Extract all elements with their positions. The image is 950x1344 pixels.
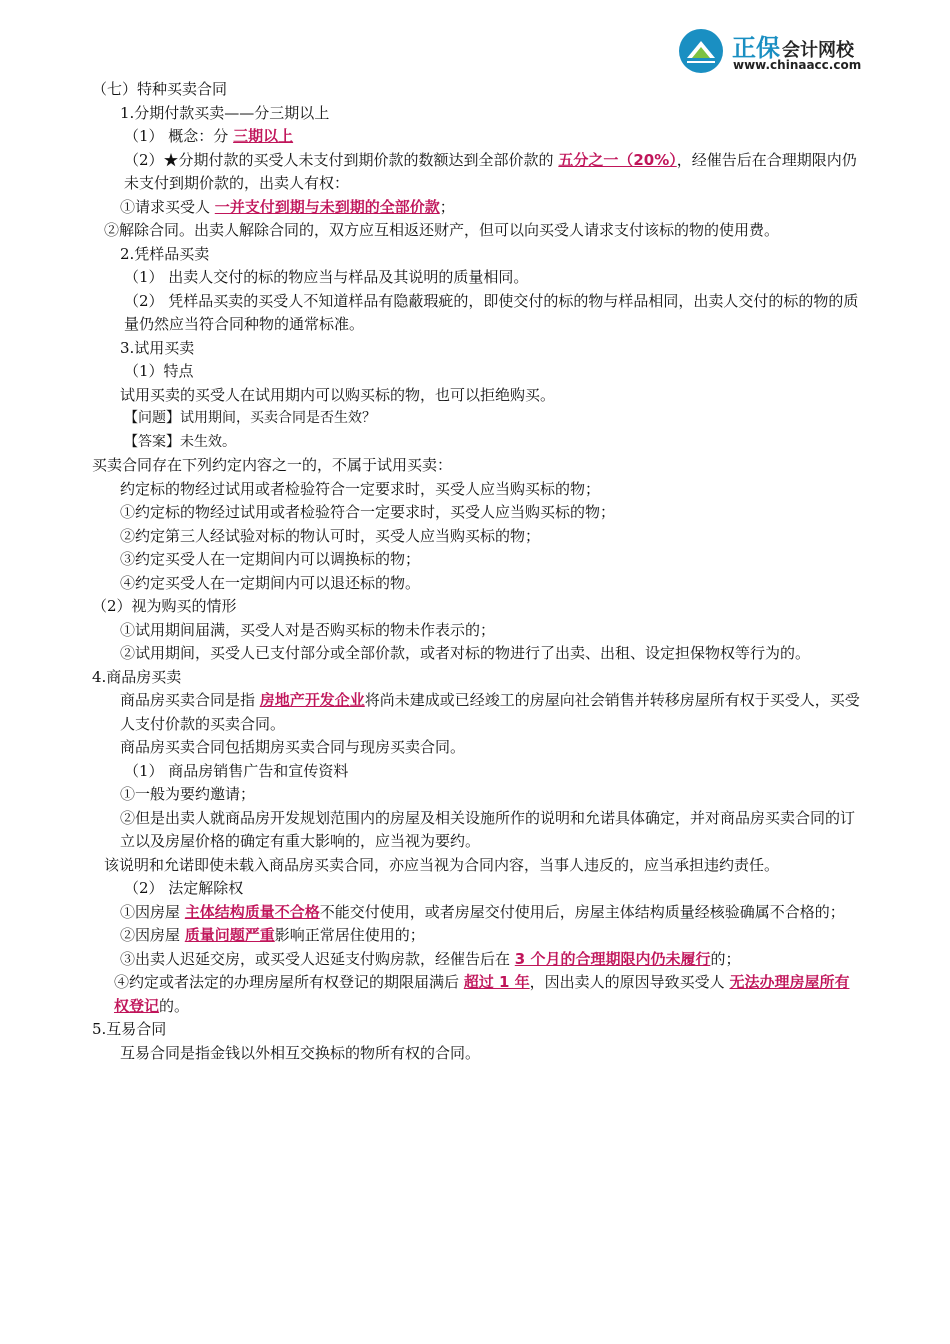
text: （1） 概念：分 [124,127,234,145]
list-item: ②但是出卖人就商品房开发规划范围内的房屋及相关设施所作的说明和允诺具体确定，并对商品房买卖合同的订立以及房屋价格的确定有重大影响的，应当视为要约。 [120,808,856,850]
paragraph: （1） 商品房销售广告和宣传资料 [124,761,349,780]
paragraph: 商品房买卖合同包括期房买卖合同与现房买卖合同。 [120,738,466,756]
list-item: ③约定买受人在一定期间内可以调换标的物； [120,550,421,568]
text: 不能交付使用，或者房屋交付使用后，房屋主体结构质量经核验确属不合格的； [319,902,845,921]
text: ，经催告后在合理期限内仍未支付到期价款的，出卖人有权： [124,150,857,192]
paragraph: ②解除合同。出卖人解除合同的，双方应互相返还财产，但可以向买受人请求支付该标的物的使用费。 [104,221,780,239]
paragraph: 买卖合同存在下列约定内容之一的，不属于试用买卖： [92,456,453,474]
text: ④约定或者法定的办理房屋所有权登记的期限届满后 [114,973,464,991]
text: ； [439,197,455,216]
paragraph: （2） 凭样品买卖的买受人不知道样品有隐蔽瑕疵的，即使交付的标的物与样品相同，出卖人交付的标的物的质量仍然应当符合同种物的通常标准。 [124,291,859,333]
highlight: 超过 1 年 [463,973,530,991]
answer: 【答案】未生效。 [124,433,236,450]
text: ，因出卖人的原因导致买受人 [529,973,730,991]
paragraph: （2）视为购买的情形 [92,597,237,615]
paragraph: （2） 法定解除权 [124,879,244,897]
paragraph: （1） 出卖人交付的标的物应当与样品及其说明的质量相同。 [124,268,529,286]
list-item: ④约定买受人在一定期间内可以退还标的物。 [120,573,421,592]
document-body [92,78,862,1065]
text: ③出卖人迟延交房，或买受人迟延支付购房款，经催告后在 [120,949,515,968]
logo-url: www.chinaacc.com [733,58,862,72]
text: 的。 [159,996,190,1015]
subsection-heading: 3.试用买卖 [120,338,195,357]
highlight: 质量问题严重 [184,926,275,944]
logo-subtitle: 会计网校 [782,40,854,61]
subsection-heading: 4.商品房买卖 [92,667,182,686]
subsection-heading: 5.互易合同 [92,1020,167,1038]
list-item: ①一般为要约邀请； [120,785,256,803]
list-item: ②试用期间，买受人已支付部分或全部价款，或者对标的物进行了出卖、出租、设定担保物权等行为的。 [120,644,811,662]
question: 【问题】试用期间，买卖合同是否生效？ [124,410,376,426]
highlight: 3 个月的合理期限内仍未履行 [514,949,711,968]
logo-brand: 正保 [732,34,780,62]
text: ①请求买受人 [120,197,215,216]
text: 将尚未建成或已经竣工的房屋向社会销售并转移房屋所有权于买受人，买受人支付价款的买卖合同。 [120,691,860,733]
text: 的； [710,949,741,968]
paragraph: 约定标的物经过试用或者检验符合一定要求时，买受人应当购买标的物； [120,479,601,498]
highlight: 五分之一（20%） [558,150,677,169]
paragraph: 试用买卖的买受人在试用期内可以购买标的物，也可以拒绝购买。 [120,385,556,404]
list-item: ①约定标的物经过试用或者检验符合一定要求时，买受人应当购买标的物； [120,503,616,521]
subsection-heading: 2.凭样品买卖 [120,244,210,263]
book-logo-icon [678,28,724,74]
text: 影响正常居住使用的； [274,926,425,944]
paragraph: 该说明和允诺即使未载入商品房买卖合同，亦应当视为合同内容，当事人违反的，应当承担违约责任。 [104,855,780,874]
section-heading: （七）特种买卖合同 [92,80,228,98]
list-item: ①试用期间届满，买受人对是否购买标的物未作表示的； [120,620,496,639]
highlight: 一并支付到期与未到期的全部价款 [214,197,440,216]
list-item: ②约定第三人经试验对标的物认可时，买受人应当购买标的物； [120,526,541,545]
paragraph: （1）特点 [124,362,194,380]
chinaacc-logo[interactable] [678,24,878,76]
highlight: 三期以上 [233,127,294,145]
text: ①因房屋 [120,902,185,921]
highlight: 房地产开发企业 [259,691,365,709]
text: 商品房买卖合同是指 [120,691,260,709]
text: ②因房屋 [120,926,185,944]
highlight: 主体结构质量不合格 [184,902,320,921]
highlight: 无法办理房屋所有权登记 [114,973,850,1015]
paragraph: 互易合同是指金钱以外相互交换标的物所有权的合同。 [120,1043,481,1062]
subsection-heading: 1.分期付款买卖——分三期以上 [120,103,330,122]
text: （2）★分期付款的买受人未支付到期价款的数额达到全部价款的 [124,150,559,169]
